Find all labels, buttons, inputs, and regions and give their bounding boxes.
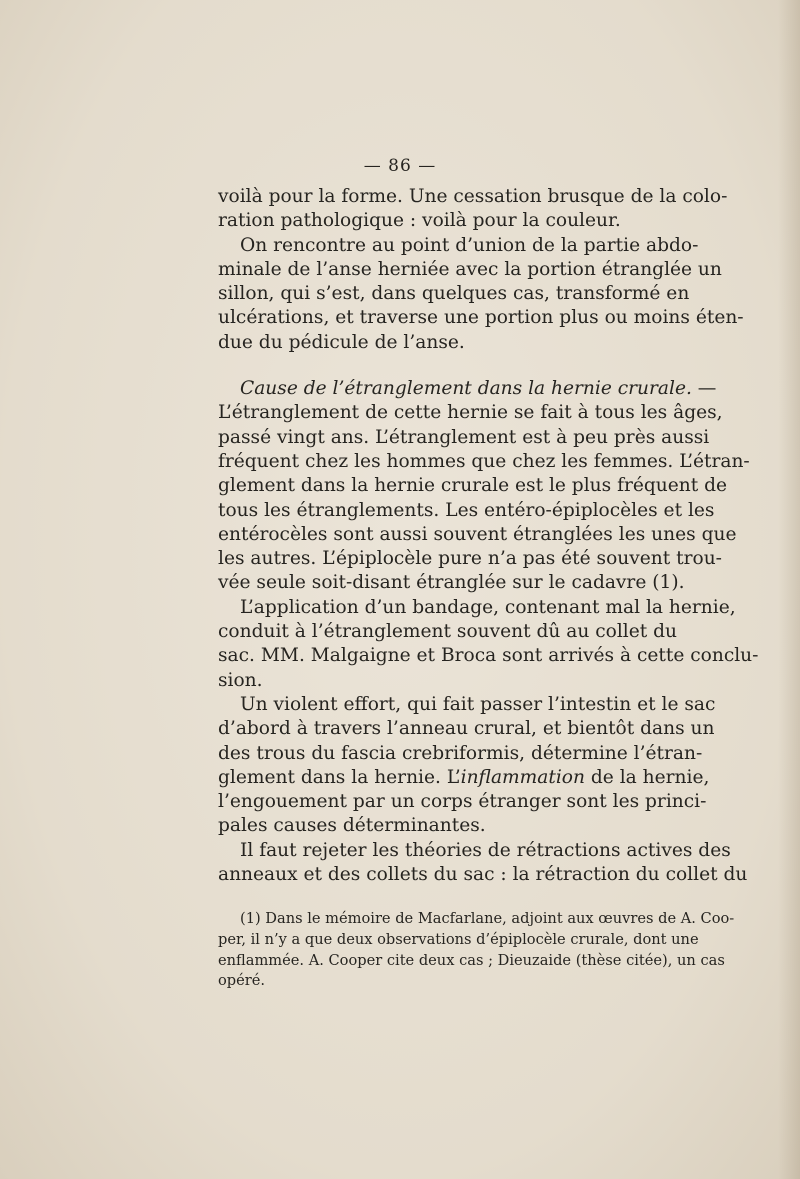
text-line: Il faut rejeter les théories de rétractions actives des bbox=[240, 839, 731, 861]
text-line: Un violent effort, qui fait passer l’intestin et le sac bbox=[240, 693, 716, 715]
text-line: conduit à l’étranglement souvent dû au collet du bbox=[218, 621, 678, 643]
section-heading-line bbox=[218, 377, 717, 401]
body-text bbox=[218, 185, 759, 887]
text-line-with-italic bbox=[218, 766, 710, 790]
footnote-line: (1) Dans le mémoire de Macfarlane, adjoint aux œuvres de A. Coo- bbox=[240, 910, 735, 927]
text-line: l’engouement par un corps étranger sont les princi- bbox=[218, 791, 707, 813]
inline-italic: inflammation bbox=[460, 766, 585, 788]
text-line: sac. MM. Malgaigne et Broca sont arrivés à cette conclu- bbox=[218, 645, 759, 667]
text-line: On rencontre au point d’union de la partie abdo- bbox=[240, 234, 699, 256]
text-line: voilà pour la forme. Une cessation brusque de la colo- bbox=[218, 186, 728, 207]
inline-before: glement dans la hernie. L’ bbox=[218, 766, 461, 788]
text-line: minale de l’anse herniée avec la portion étranglée un bbox=[218, 258, 722, 280]
section-heading: Cause de l’étranglement dans la hernie crurale. bbox=[240, 378, 692, 400]
footnote-line: per, il n’y a que deux observations d’épiplocèle crurale, dont une bbox=[218, 930, 699, 948]
text-line: ration pathologique : voilà pour la couleur. bbox=[218, 210, 621, 232]
text-line: due du pédicule de l’anse. bbox=[218, 331, 465, 353]
footnote-line: opéré. bbox=[218, 972, 266, 990]
page-edge-shadow bbox=[778, 0, 800, 1179]
text-line: L’application d’un bandage, contenant mal la hernie, bbox=[240, 596, 736, 618]
inline-after: de la hernie, bbox=[584, 766, 710, 788]
text-line: des trous du fascia crebriformis, détermine l’étran- bbox=[218, 742, 703, 764]
text-line: passé vingt ans. L’étranglement est à peu près aussi bbox=[218, 426, 710, 448]
text-line: tous les étranglements. Les entéro-épiplocèles et les bbox=[218, 499, 715, 521]
footnote bbox=[218, 909, 735, 992]
text-line: L’étranglement de cette hernie se fait à tous les âges, bbox=[218, 402, 723, 424]
text-line: fréquent chez les hommes que chez les femmes. L’étran- bbox=[218, 450, 750, 472]
text-line: anneaux et des collets du sac : la rétraction du collet du bbox=[218, 864, 748, 886]
text-line: ulcérations, et traverse une portion plus ou moins éten- bbox=[218, 307, 744, 329]
text-line: glement dans la hernie crurale est le plus fréquent de bbox=[218, 475, 728, 497]
text-line: les autres. L’épiplocèle pure n’a pas été souvent trou- bbox=[218, 548, 722, 570]
text-line: sillon, qui s’est, dans quelques cas, transformé en bbox=[218, 283, 690, 305]
heading-dash: — bbox=[691, 378, 717, 400]
footnote-line: enflammée. A. Cooper cite deux cas ; Dieuzaide (thèse citée), un cas bbox=[218, 951, 725, 969]
text-line: entérocèles sont aussi souvent étranglées les unes que bbox=[218, 523, 737, 545]
text-line: d’abord à travers l’anneau crural, et bientôt dans un bbox=[218, 718, 715, 740]
text-line: sion. bbox=[218, 669, 263, 691]
text-line: pales causes déterminantes. bbox=[218, 815, 486, 837]
page-number: — 86 — bbox=[363, 156, 437, 176]
text-line: vée seule soit-disant étranglée sur le cadavre (1). bbox=[218, 572, 685, 594]
